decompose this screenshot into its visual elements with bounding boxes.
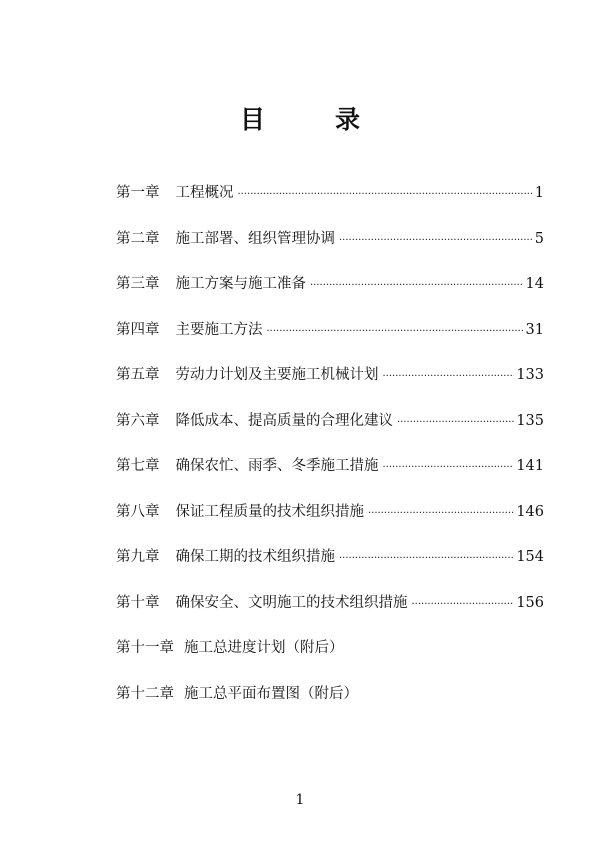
chapter-heading: 施工总进度计划（附后） (184, 640, 344, 656)
dot-leader (383, 453, 515, 483)
toc-entry-11[interactable] (116, 633, 544, 679)
table-of-contents (116, 178, 544, 724)
page-title (0, 100, 600, 136)
chapter-label: 第六章 (116, 412, 160, 429)
page-ref: 154 (516, 549, 544, 565)
dot-leader (310, 271, 524, 301)
page-number: 1 (295, 792, 305, 808)
page-ref: 5 (534, 230, 544, 247)
dot-leader (397, 408, 514, 438)
chapter-label: 第四章 (116, 321, 160, 338)
toc-entry-6[interactable] (116, 406, 544, 452)
chapter-label: 第十二章 (116, 685, 174, 702)
chapter-heading: 工程概况 (175, 185, 234, 201)
title-left: 目 (239, 105, 265, 134)
dot-leader (267, 317, 524, 347)
toc-entry-7[interactable] (116, 451, 544, 497)
toc-entry-3[interactable] (116, 269, 544, 315)
page-ref: 135 (516, 412, 544, 429)
chapter-heading: 劳动力计划及主要施工机械计划 (175, 367, 379, 383)
page-ref: 31 (525, 321, 544, 338)
chapter-label: 第五章 (116, 367, 160, 383)
page-ref: 133 (516, 367, 544, 383)
toc-entry-10[interactable] (116, 588, 544, 634)
page-ref: 146 (516, 503, 544, 520)
dot-leader (412, 590, 515, 620)
chapter-label: 第八章 (116, 503, 160, 520)
toc-entry-4[interactable] (116, 315, 544, 361)
chapter-heading: 确保工期的技术组织措施 (175, 549, 335, 565)
page-ref: 1 (534, 185, 544, 201)
toc-entry-8[interactable] (116, 497, 544, 543)
chapter-label: 第三章 (116, 276, 160, 292)
chapter-heading: 施工总平面布置图（附后） (184, 685, 358, 702)
page-ref: 156 (516, 594, 544, 611)
page-ref: 14 (525, 276, 544, 292)
toc-entry-5[interactable] (116, 360, 544, 406)
dot-leader (339, 226, 533, 256)
chapter-heading: 确保农忙、雨季、冬季施工措施 (175, 458, 379, 474)
chapter-heading: 确保安全、文明施工的技术组织措施 (175, 594, 408, 611)
toc-entry-1[interactable] (116, 178, 544, 224)
chapter-heading: 主要施工方法 (175, 321, 263, 338)
dot-leader (339, 544, 514, 574)
chapter-label: 第一章 (116, 185, 160, 201)
chapter-heading: 施工方案与施工准备 (175, 276, 306, 292)
dot-leader (383, 362, 515, 392)
chapter-heading: 施工部署、组织管理协调 (175, 230, 335, 247)
dot-leader (238, 180, 533, 210)
dot-leader (368, 499, 514, 529)
chapter-heading: 保证工程质量的技术组织措施 (175, 503, 364, 520)
chapter-label: 第十一章 (116, 640, 174, 656)
page-ref: 141 (516, 458, 544, 474)
toc-entry-12[interactable] (116, 679, 544, 725)
toc-entry-9[interactable] (116, 542, 544, 588)
toc-entry-2[interactable] (116, 224, 544, 270)
chapter-label: 第二章 (116, 230, 160, 247)
title-right: 录 (335, 105, 361, 134)
chapter-heading: 降低成本、提高质量的合理化建议 (175, 412, 393, 429)
chapter-label: 第十章 (116, 594, 160, 611)
chapter-label: 第七章 (116, 458, 160, 474)
chapter-label: 第九章 (116, 549, 160, 565)
